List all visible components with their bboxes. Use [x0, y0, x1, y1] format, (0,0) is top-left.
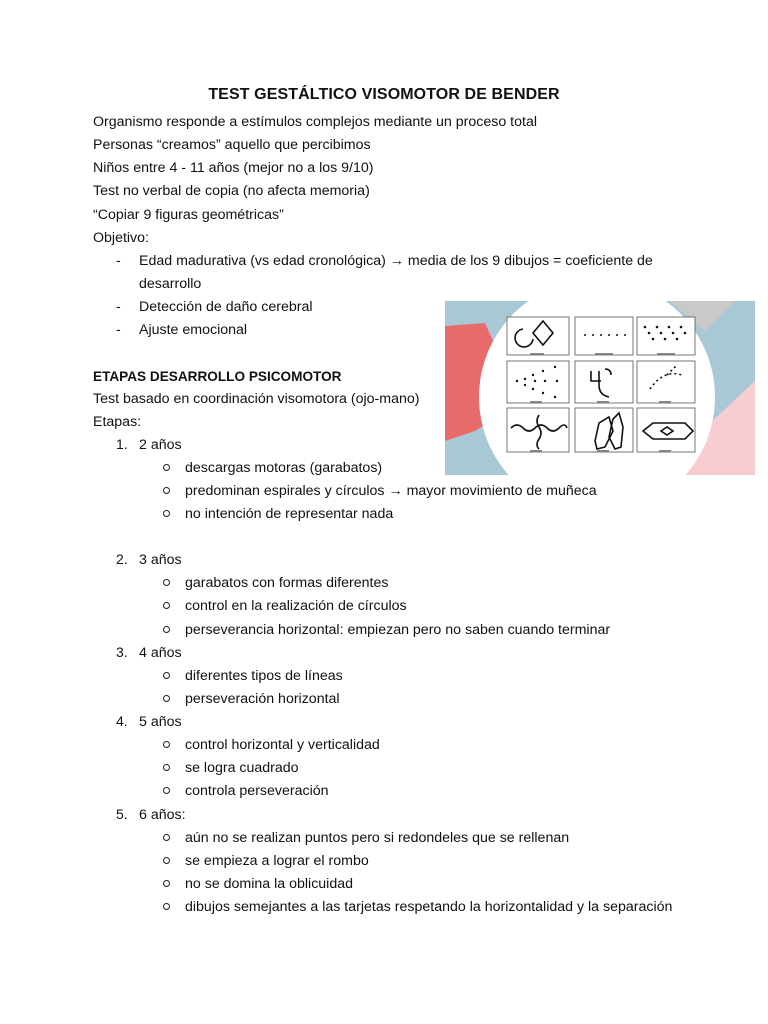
- circle-bullet-icon: [163, 787, 170, 794]
- intro-line: Organismo responde a estímulos complejos mediante un proceso total: [93, 114, 537, 130]
- circle-bullet-icon: [163, 672, 170, 679]
- circle-bullet-icon: [163, 764, 170, 771]
- stage-label: 2 años: [139, 437, 182, 453]
- circle-bullet-icon: [163, 602, 170, 609]
- objective-item: Edad madurativa (vs edad cronológica) → media de los 9 dibujos = coeficiente de: [139, 253, 653, 269]
- stage-item: predominan espirales y círculos → mayor movimiento de muñeca: [185, 483, 597, 499]
- stage-number: 5.: [116, 806, 128, 822]
- stage-item: se logra cuadrado: [185, 760, 299, 776]
- stage-label: 5 años: [139, 714, 182, 730]
- dash-bullet: -: [116, 321, 121, 337]
- stage-item: no se domina la oblicuidad: [185, 876, 353, 892]
- objective-item-continued: desarrollo: [139, 276, 202, 292]
- stage-item: aún no se realizan puntos pero si redondeles que se rellenan: [185, 830, 570, 846]
- section-heading: ETAPAS DESARROLLO PSICOMOTOR: [93, 369, 342, 384]
- stage-item: diferentes tipos de líneas: [185, 668, 343, 684]
- stage-item: descargas motoras (garabatos): [185, 460, 383, 476]
- bender-figures-image: [445, 301, 755, 475]
- stage-number: 1.: [116, 436, 128, 452]
- stage-item: perseverancia horizontal: empiezan pero no saben cuando terminar: [185, 622, 611, 638]
- stage-item: se empieza a lograr el rombo: [185, 853, 369, 869]
- circle-bullet-icon: [163, 903, 170, 910]
- stage-item: garabatos con formas diferentes: [185, 575, 389, 591]
- stage-item: no intención de representar nada: [185, 506, 394, 522]
- stage-item: perseveración horizontal: [185, 691, 340, 707]
- circle-bullet-icon: [163, 741, 170, 748]
- stage-label: 3 años: [139, 552, 182, 568]
- circle-bullet-icon: [163, 579, 170, 586]
- circle-bullet-icon: [163, 880, 170, 887]
- circle-bullet-icon: [163, 857, 170, 864]
- section-line: Test basado en coordinación visomotora (ojo-mano): [93, 391, 420, 407]
- section-line: Etapas:: [93, 414, 142, 430]
- stage-item: controla perseveración: [185, 783, 329, 799]
- stage-number: 2.: [116, 551, 128, 567]
- stage-label: 4 años: [139, 645, 182, 661]
- dash-bullet: -: [116, 298, 121, 314]
- dash-bullet: -: [116, 252, 121, 268]
- intro-line: “Copiar 9 figuras geométricas”: [93, 207, 284, 223]
- stage-item: control en la realización de círculos: [185, 598, 407, 614]
- objective-item: Ajuste emocional: [139, 322, 248, 338]
- circle-bullet-icon: [163, 695, 170, 702]
- intro-line: Test no verbal de copia (no afecta memoria): [93, 183, 370, 199]
- stage-item: control horizontal y verticalidad: [185, 737, 380, 753]
- intro-line: Niños entre 4 - 11 años (mejor no a los 9/10): [93, 160, 374, 176]
- intro-line: Objetivo:: [93, 230, 149, 246]
- page-title: TEST GESTÁLTICO VISOMOTOR DE BENDER: [208, 86, 560, 103]
- intro-line: Personas “creamos” aquello que percibimos: [93, 137, 371, 153]
- stage-number: 3.: [116, 644, 128, 660]
- stage-number: 4.: [116, 713, 128, 729]
- circle-bullet-icon: [163, 834, 170, 841]
- stage-label: 6 años:: [139, 807, 186, 823]
- stage-item: dibujos semejantes a las tarjetas respetando la horizontalidad y la separación: [185, 899, 673, 915]
- circle-bullet-icon: [163, 487, 170, 494]
- circle-bullet-icon: [163, 626, 170, 633]
- circle-bullet-icon: [163, 510, 170, 517]
- circle-bullet-icon: [163, 464, 170, 471]
- objective-item: Detección de daño cerebral: [139, 299, 313, 315]
